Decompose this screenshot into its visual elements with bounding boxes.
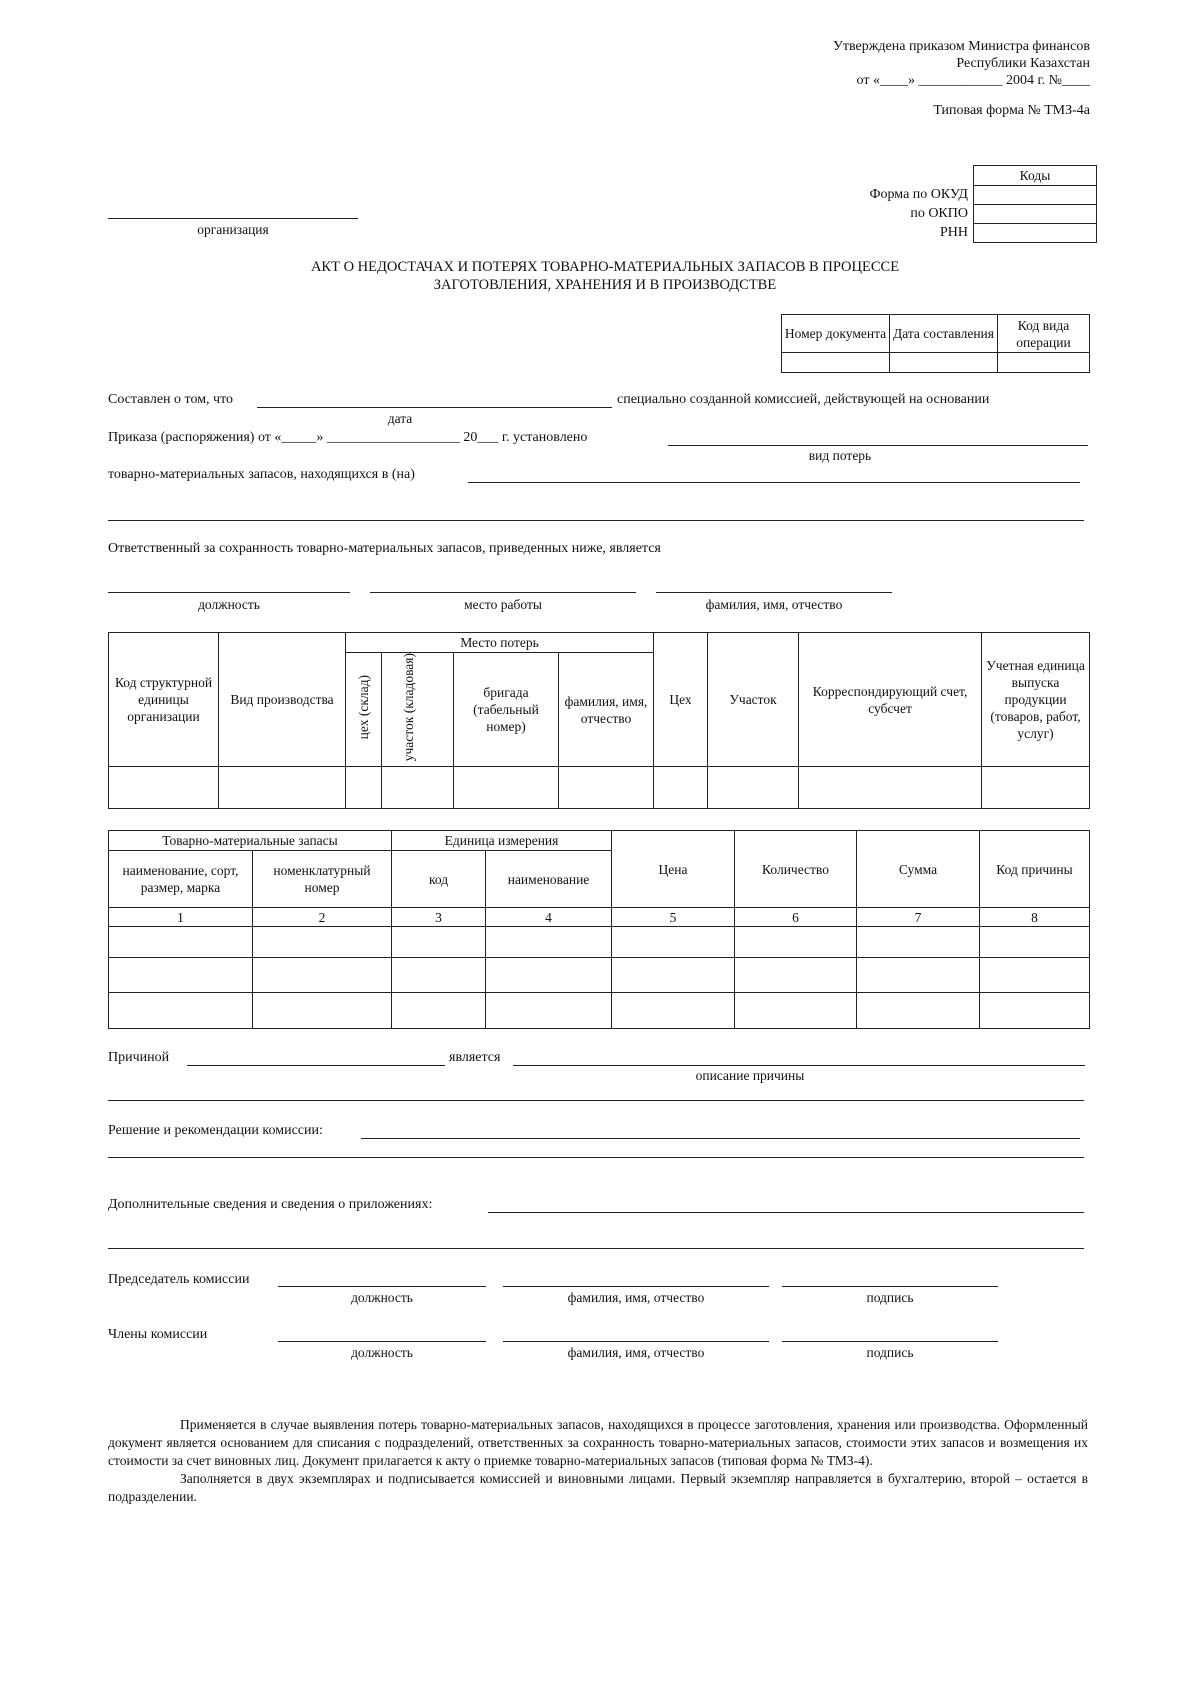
member-fullname-caption: фамилия, имя, отчество [567,1345,705,1360]
additional-field-2[interactable] [108,1248,1084,1249]
member-signature-caption: подпись [866,1345,914,1360]
table-row [109,993,1090,1029]
table-row [109,767,1090,809]
t2-cell[interactable] [735,927,857,958]
rnn-code-field[interactable] [974,224,1097,243]
member-signature-field[interactable] [782,1341,998,1342]
order-prefix: Приказа (распоряжения) от «_____» ___________________ 20___ г. установлено [108,430,588,445]
chairman-position-caption: должность [351,1290,413,1305]
column-numbers-row [109,908,1090,927]
t1-cell-unit-output[interactable] [982,767,1090,809]
chairman-fullname-caption: фамилия, имя, отчество [567,1290,705,1305]
t2-cell[interactable] [109,993,253,1029]
col-brigade: бригада (табельный номер) [454,653,559,767]
date-caption: дата [387,411,413,426]
col-number: 8 [980,908,1090,927]
additional-label: Дополнительные сведения и сведения о приложениях: [108,1197,433,1212]
t2-cell[interactable] [735,958,857,993]
goods-table [108,830,1090,1029]
col-unit-output: Учетная единица выпуска продукции (товаров, работ, услуг) [982,633,1090,767]
title-line-2: ЗАГОТОВЛЕНИЯ, ХРАНЕНИЯ И В ПРОИЗВОДСТВЕ [433,277,777,293]
rnn-label: РНН [939,225,968,240]
chairman-label: Председатель комиссии [108,1272,250,1287]
member-position-caption: должность [351,1345,413,1360]
t2-cell[interactable] [486,958,612,993]
chairman-signature-caption: подпись [866,1290,914,1305]
members-label: Члены комиссии [108,1327,208,1342]
reason-description-field-2[interactable] [108,1100,1084,1101]
t2-cell[interactable] [980,927,1090,958]
t2-cell[interactable] [980,958,1090,993]
loss-type-field[interactable] [668,445,1088,446]
col-shop-storage: цех (склад) [355,675,371,740]
t1-cell-unit-code[interactable] [109,767,219,809]
form-type: Типовая форма № ТМЗ-4а [933,103,1090,118]
doc-number-field[interactable] [782,353,890,373]
note-paragraph-1: Применяется в случае выявления потерь товарно-материальных запасов, находящихся в процессе заготовления, хранения или производства. Оформленный документ является основанием для списания с подразделений, ответственных за сохранность товарно-материальных запасов, стоимости этих запасов и возмещения их стоимости за счет виновных лиц. Документ прилагается к акту о приемке товарно-материальных запасов (типовая форма № ТМЗ-4). [108,1417,1088,1468]
chairman-signature-field[interactable] [782,1286,998,1287]
decision-field[interactable] [361,1138,1080,1139]
member-position-field[interactable] [278,1341,486,1342]
col-production-type: Вид производства [219,633,346,767]
col-unit-code: Код структурной единицы организации [109,633,219,767]
col-number: 5 [612,908,735,927]
doc-number-header: Номер документа [782,315,890,353]
approval-block [833,38,1090,89]
col-reason-code: Код причины [980,831,1090,908]
col-number: 1 [109,908,253,927]
col-corresponding-account: Корреспондирующий счет, субсчет [799,633,982,767]
group-goods: Товарно-материальные запасы [109,831,392,851]
approval-line-3: от «____» ____________ 2004 г. №____ [856,73,1090,88]
col-quantity: Количество [735,831,857,908]
t1-cell-production[interactable] [219,767,346,809]
group-loss-place: Место потерь [346,633,654,653]
chairman-fullname-field[interactable] [503,1286,769,1287]
t2-cell[interactable] [392,993,486,1029]
t2-cell[interactable] [253,993,392,1029]
t2-cell[interactable] [109,927,253,958]
organization-field[interactable] [108,218,358,219]
t1-cell-account[interactable] [799,767,982,809]
t1-cell-section[interactable] [708,767,799,809]
approval-line-2: Республики Казахстан [956,56,1090,71]
decision-label: Решение и рекомендации комиссии: [108,1123,323,1138]
okpo-code-field[interactable] [974,205,1097,224]
col-number: 6 [735,908,857,927]
t2-cell[interactable] [612,927,735,958]
col-nomenclature-number: номенклатурный номер [253,851,392,908]
reason-prefix: Причиной [108,1050,170,1065]
approval-line-1: Утверждена приказом Министра финансов [832,39,1090,54]
doc-date-field[interactable] [890,353,998,373]
title-line-1: АКТ О НЕДОСТАЧАХ И ПОТЕРЯХ ТОВАРНО-МАТЕРИАЛЬНЫХ ЗАПАСОВ В ПРОЦЕССЕ [310,259,900,275]
t2-cell[interactable] [253,958,392,993]
t2-cell[interactable] [253,927,392,958]
okud-code-field[interactable] [974,186,1097,205]
document-number-table [781,314,1090,373]
decision-field-2[interactable] [108,1157,1084,1158]
chairman-position-field[interactable] [278,1286,486,1287]
t2-cell[interactable] [486,927,612,958]
responsible-workplace-caption: место работы [464,597,542,612]
t2-cell[interactable] [980,993,1090,1029]
composed-prefix: Составлен о том, что [108,392,234,407]
col-price: Цена [612,831,735,908]
responsible-position-caption: должность [198,597,260,612]
t2-cell[interactable] [109,958,253,993]
table-row [109,958,1090,993]
additional-field[interactable] [488,1212,1084,1213]
col-number: 4 [486,908,612,927]
group-unit: Единица измерения [392,831,612,851]
t1-cell-name[interactable] [559,767,654,809]
t2-cell[interactable] [857,993,980,1029]
member-fullname-field[interactable] [503,1341,769,1342]
col-sum: Сумма [857,831,980,908]
codes-table [973,165,1097,243]
composed-suffix: специально созданной комиссией, действующей на основании [617,392,990,407]
col-unit-code: код [392,851,486,908]
t2-cell[interactable] [857,958,980,993]
t1-cell-section-storage[interactable] [382,767,454,809]
col-shop: Цех [654,633,708,767]
col-number: 2 [253,908,392,927]
reason-field[interactable] [187,1065,445,1066]
responsible-fullname-field[interactable] [656,592,892,593]
reason-description-caption: описание причины [695,1068,805,1083]
goods-location-prefix: товарно-материальных запасов, находящихся в (на) [108,467,415,482]
goods-location-field-2[interactable] [108,520,1084,521]
col-unit-name: наименование [486,851,612,908]
note-paragraph-2: Заполняется в двух экземплярах и подписывается комиссией и виновными лицами. Первый экземпляр направляется в бухгалтерию, второй – остается в подразделении. [108,1471,1088,1504]
okpo-label: по ОКПО [910,206,968,221]
responsible-text: Ответственный за сохранность товарно-материальных запасов, приведенных ниже, является [108,541,661,556]
t2-cell[interactable] [392,927,486,958]
reason-mid: является [449,1050,501,1065]
t1-cell-shop-storage[interactable] [346,767,382,809]
okud-label: Форма по ОКУД [869,187,968,202]
doc-date-header: Дата составления [890,315,998,353]
col-number: 7 [857,908,980,927]
col-section: Участок [708,633,799,767]
t2-cell[interactable] [612,958,735,993]
col-number: 3 [392,908,486,927]
col-goods-name: наименование, сорт, размер, марка [109,851,253,908]
table-row [109,927,1090,958]
col-responsible-name: фамилия, имя, отчество [559,653,654,767]
t1-cell-shop[interactable] [654,767,708,809]
composed-field[interactable] [257,407,612,408]
responsible-position-field[interactable] [108,592,350,593]
t1-cell-brigade[interactable] [454,767,559,809]
organization-caption: организация [197,222,269,237]
operation-code-header: Код вида операции [998,315,1090,353]
codes-header: Коды [974,166,1097,186]
operation-code-field[interactable] [998,353,1090,373]
reason-description-field[interactable] [513,1065,1085,1066]
loss-type-caption: вид потерь [808,448,872,463]
t2-cell[interactable] [392,958,486,993]
goods-location-field[interactable] [468,482,1080,483]
t2-cell[interactable] [612,993,735,1029]
t2-cell[interactable] [486,993,612,1029]
responsible-fullname-caption: фамилия, имя, отчество [705,597,843,612]
loss-place-table [108,632,1090,809]
document-title [0,258,1190,294]
t2-cell[interactable] [857,927,980,958]
usage-notes [108,1416,1088,1506]
col-section-storage: участок (кладовая) [400,653,416,762]
t2-cell[interactable] [735,993,857,1029]
responsible-workplace-field[interactable] [370,592,636,593]
